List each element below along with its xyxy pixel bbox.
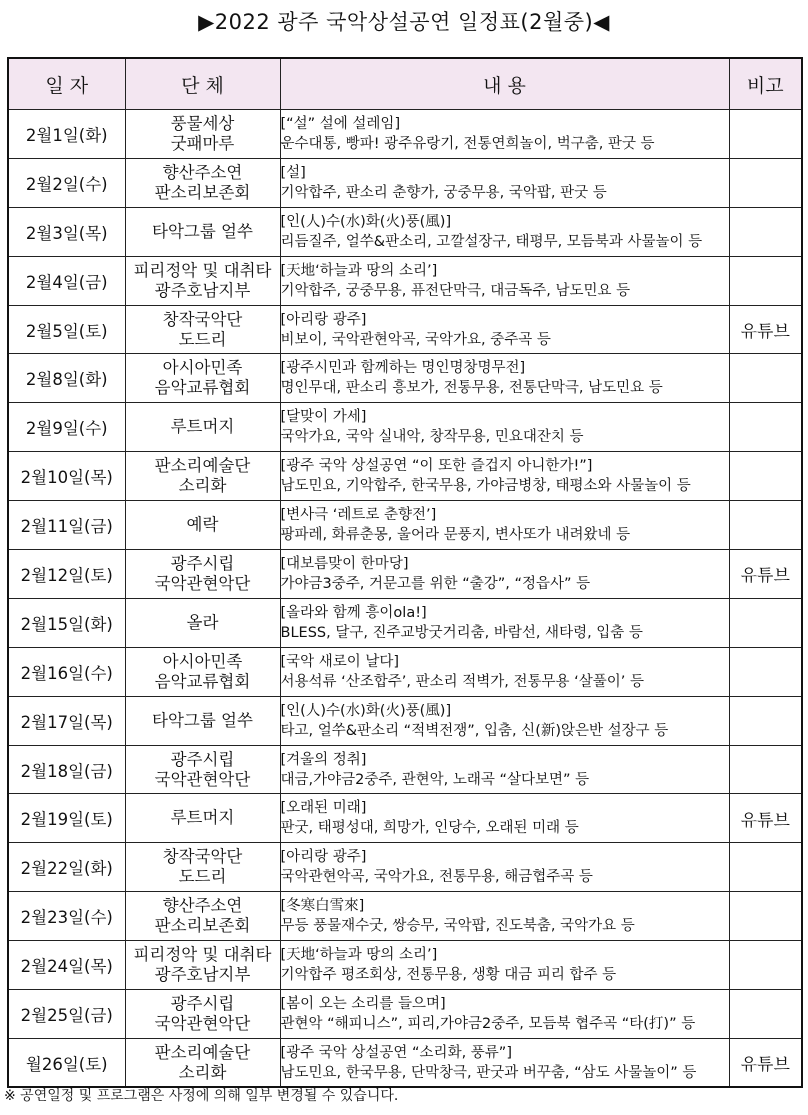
cell-group [125, 598, 280, 647]
program-title: [오래된 미래] [280, 800, 367, 817]
cell-group [125, 452, 280, 501]
cell-note [729, 452, 802, 501]
table-row [8, 892, 802, 941]
group-name-line: 광주시립 [170, 553, 235, 573]
cell-date: 2월11일(금) [8, 501, 125, 550]
cell-content [280, 745, 729, 794]
group-name-line: 굿패마루 [170, 133, 235, 153]
cell-group [125, 892, 280, 941]
group-name-line: 루트머지 [170, 417, 235, 437]
program-details: 남도민요, 기악합주, 한국무용, 가야금병창, 태평소와 사물놀이 등 [280, 478, 691, 495]
header-group: 단 체 [125, 58, 280, 110]
program-details: 기악합주, 판소리 춘향가, 궁중무용, 국악팝, 판굿 등 [280, 184, 607, 201]
cell-date: 2월12일(토) [8, 550, 125, 599]
cell-group [125, 843, 280, 892]
group-name-line: 루트머지 [170, 808, 235, 828]
cell-content [280, 1038, 729, 1087]
cell-group [125, 1038, 280, 1087]
program-title: [변사극 ‘레트로 춘향전’] [280, 507, 437, 524]
group-name-line: 올라 [186, 612, 219, 632]
cell-note [729, 647, 802, 696]
group-name-line: 국악관현악단 [154, 769, 251, 789]
table-row [8, 452, 802, 501]
program-details: 관현악 “해피니스”, 피리,가야금2중주, 모듬북 협주곡 “타(打)” 등 [280, 1015, 696, 1032]
table-row [8, 207, 802, 256]
program-title: [봄이 오는 소리를 들으며] [280, 995, 446, 1012]
program-details: 서용석류 ‘산조합주’, 판소리 적벽가, 전통무용 ‘살풀이’ 등 [280, 673, 644, 690]
cell-note [729, 207, 802, 256]
group-name-line: 소리화 [178, 1062, 227, 1082]
cell-group [125, 696, 280, 745]
group-name-line: 판소리보존회 [154, 182, 251, 202]
program-details: 국악가요, 국악 실내악, 창작무용, 민요대잔치 등 [280, 429, 584, 446]
program-details: BLESS, 달구, 진주교방굿거리춤, 바람선, 새타령, 입춤 등 [280, 624, 643, 641]
header-content: 내 용 [280, 58, 729, 110]
group-name-line: 도드리 [178, 867, 227, 887]
header-note: 비고 [729, 58, 802, 110]
cell-content [280, 843, 729, 892]
program-details: 리듬질주, 얼쑤&판소리, 고깔설장구, 태평무, 모듬북과 사물놀이 등 [280, 233, 703, 250]
table-row [8, 647, 802, 696]
program-details: 비보이, 국악관현악곡, 국악가요, 중주곡 등 [280, 331, 551, 348]
cell-date: 2월10일(목) [8, 452, 125, 501]
program-title: [달맞이 가세] [280, 409, 367, 426]
group-name-line: 광주시립 [170, 993, 235, 1013]
table-row [8, 403, 802, 452]
page-title: ▶2022 광주 국악상설공연 일정표(2월중)◀ [198, 10, 610, 34]
program-title: [광주시민과 함께하는 명인명창명무전] [280, 360, 526, 377]
table-row [8, 354, 802, 403]
cell-content [280, 794, 729, 843]
program-details: 가야금3중주, 거문고를 위한 “출강”, “정읍사” 등 [280, 575, 591, 592]
header-date: 일 자 [8, 58, 125, 110]
cell-note [729, 110, 802, 159]
program-details: 팡파레, 화류춘몽, 울어라 문풍지, 변사또가 내려왔네 등 [280, 527, 631, 544]
cell-date: 2월17일(목) [8, 696, 125, 745]
program-title: [天地‘하늘과 땅의 소리’] [280, 947, 438, 964]
table-row [8, 1038, 802, 1087]
schedule-table [7, 57, 803, 1088]
program-title: [광주 국악 상설공연 “소리화, 풍류”] [280, 1044, 512, 1061]
cell-group [125, 207, 280, 256]
group-name-line: 도드리 [178, 329, 227, 349]
cell-date: 2월15일(화) [8, 598, 125, 647]
program-title: [아리랑 광주] [280, 311, 367, 328]
table-row [8, 794, 802, 843]
table-row [8, 550, 802, 599]
cell-content [280, 256, 729, 305]
cell-content [280, 305, 729, 354]
program-title: [인(人)수(水)화(火)풍(風)] [280, 702, 452, 719]
group-name-line: 풍물세상 [170, 113, 235, 133]
program-details: 무등 풍물재수굿, 쌍승무, 국악팝, 진도북춤, 국악가요 등 [280, 918, 635, 935]
cell-group [125, 941, 280, 990]
group-name-line: 피리정악 및 대취타 [133, 260, 272, 280]
group-name-line: 음악교류협회 [154, 378, 251, 398]
table-row [8, 256, 802, 305]
table-row [8, 941, 802, 990]
cell-group [125, 745, 280, 794]
cell-group [125, 647, 280, 696]
group-name-line: 판소리보존회 [154, 916, 251, 936]
cell-date: 2월3일(목) [8, 207, 125, 256]
program-title: [올라와 함께 흥이ola!] [280, 604, 427, 621]
cell-content [280, 207, 729, 256]
cell-note [729, 158, 802, 207]
program-title: [겨울의 정취] [280, 751, 367, 768]
program-title: [아리랑 광주] [280, 849, 367, 866]
cell-date: 2월22일(화) [8, 843, 125, 892]
cell-note [729, 501, 802, 550]
cell-group [125, 110, 280, 159]
program-title: [광주 국악 상설공연 “이 또한 즐겁지 아니한가!”] [280, 458, 593, 475]
program-title: [국악 새로이 날다] [280, 653, 400, 670]
program-details: 판굿, 태평성대, 희망가, 인당수, 오래된 미래 등 [280, 820, 579, 837]
cell-content [280, 403, 729, 452]
table-row [8, 501, 802, 550]
cell-content [280, 892, 729, 941]
cell-note [729, 354, 802, 403]
program-title: [설] [280, 164, 306, 181]
group-name-line: 향산주소연 [162, 896, 243, 916]
cell-date: 2월18일(금) [8, 745, 125, 794]
group-name-line: 판소리예술단 [154, 456, 251, 476]
program-details: 명인무대, 판소리 흥보가, 전통무용, 전통단막극, 남도민요 등 [280, 380, 663, 397]
cell-date: 2월1일(화) [8, 110, 125, 159]
cell-note [729, 256, 802, 305]
cell-date: 2월25일(금) [8, 990, 125, 1039]
cell-date: 2월5일(토) [8, 305, 125, 354]
group-name-line: 타악그룹 얼쑤 [152, 221, 253, 241]
cell-date: 2월23일(수) [8, 892, 125, 941]
cell-group [125, 403, 280, 452]
program-details: 기악합주 평조회상, 전통무용, 생황 대금 피리 합주 등 [280, 967, 617, 984]
cell-note [729, 403, 802, 452]
cell-group [125, 990, 280, 1039]
program-details: 남도민요, 한국무용, 단막창극, 판굿과 버꾸춤, “삼도 사물놀이” 등 [280, 1064, 697, 1081]
group-name-line: 광주호남지부 [154, 280, 251, 300]
table-header-row [8, 58, 802, 110]
cell-content [280, 354, 729, 403]
group-name-line: 향산주소연 [162, 162, 243, 182]
program-title: [대보름맞이 한마당] [280, 555, 409, 572]
program-title: [冬寒白雪來] [280, 898, 365, 915]
cell-content [280, 696, 729, 745]
group-name-line: 아시아민족 [162, 651, 243, 671]
cell-content [280, 647, 729, 696]
table-row [8, 990, 802, 1039]
cell-content [280, 598, 729, 647]
cell-note [729, 990, 802, 1039]
cell-date: 2월16일(수) [8, 647, 125, 696]
cell-date: 2월2일(수) [8, 158, 125, 207]
group-name-line: 예락 [186, 515, 219, 535]
group-name-line: 창작국악단 [162, 309, 243, 329]
cell-date: 2월4일(금) [8, 256, 125, 305]
cell-note [729, 941, 802, 990]
program-title: [“설” 설에 설레임] [280, 115, 401, 132]
cell-group [125, 256, 280, 305]
table-row [8, 305, 802, 354]
program-title: [天地‘하늘과 땅의 소리’] [280, 262, 438, 279]
cell-date: 2월19일(토) [8, 794, 125, 843]
program-details: 타고, 얼쑤&판소리 “적벽전쟁”, 입춤, 신(新)앉은반 설장구 등 [280, 722, 669, 739]
cell-note [729, 598, 802, 647]
cell-note [729, 696, 802, 745]
cell-note [729, 843, 802, 892]
table-row [8, 110, 802, 159]
cell-note: 유튜브 [729, 550, 802, 599]
cell-note [729, 892, 802, 941]
cell-content [280, 501, 729, 550]
cell-content [280, 158, 729, 207]
group-name-line: 음악교류협회 [154, 671, 251, 691]
table-row [8, 745, 802, 794]
cell-date: 월26일(토) [8, 1038, 125, 1087]
cell-note [729, 745, 802, 794]
cell-note: 유튜브 [729, 1038, 802, 1087]
cell-content [280, 941, 729, 990]
cell-content [280, 550, 729, 599]
cell-group [125, 794, 280, 843]
table-row [8, 598, 802, 647]
group-name-line: 국악관현악단 [154, 573, 251, 593]
cell-group [125, 158, 280, 207]
cell-group [125, 305, 280, 354]
program-title: [인(人)수(水)화(火)풍(風)] [280, 213, 452, 230]
program-details: 대금,가야금2중주, 관현악, 노래곡 “살다보면” 등 [280, 771, 590, 788]
group-name-line: 피리정악 및 대취타 [133, 945, 272, 965]
table-row [8, 843, 802, 892]
program-details: 국악관현악곡, 국악가요, 전통무용, 해금협주곡 등 [280, 869, 593, 886]
group-name-line: 창작국악단 [162, 847, 243, 867]
cell-content [280, 452, 729, 501]
program-details: 운수대통, 빵파! 광주유랑기, 전통연희놀이, 벅구춤, 판굿 등 [280, 135, 655, 152]
cell-content [280, 990, 729, 1039]
group-name-line: 광주호남지부 [154, 965, 251, 985]
cell-group [125, 550, 280, 599]
cell-date: 2월8일(화) [8, 354, 125, 403]
cell-note: 유튜브 [729, 305, 802, 354]
cell-content [280, 110, 729, 159]
cell-date: 2월24일(목) [8, 941, 125, 990]
table-row [8, 158, 802, 207]
program-details: 기악합주, 궁중무용, 퓨전단막극, 대금독주, 남도민요 등 [280, 282, 631, 299]
group-name-line: 광주시립 [170, 749, 235, 769]
group-name-line: 판소리예술단 [154, 1042, 251, 1062]
group-name-line: 국악관현악단 [154, 1013, 251, 1033]
cell-date: 2월9일(수) [8, 403, 125, 452]
cell-note: 유튜브 [729, 794, 802, 843]
group-name-line: 아시아민족 [162, 358, 243, 378]
cell-group [125, 354, 280, 403]
footnote: ※ 공연일정 및 프로그램은 사정에 의해 일부 변경될 수 있습니다. [4, 1088, 399, 1104]
table-row [8, 696, 802, 745]
cell-group [125, 501, 280, 550]
group-name-line: 타악그룹 얼쑤 [152, 710, 253, 730]
group-name-line: 소리화 [178, 476, 227, 496]
